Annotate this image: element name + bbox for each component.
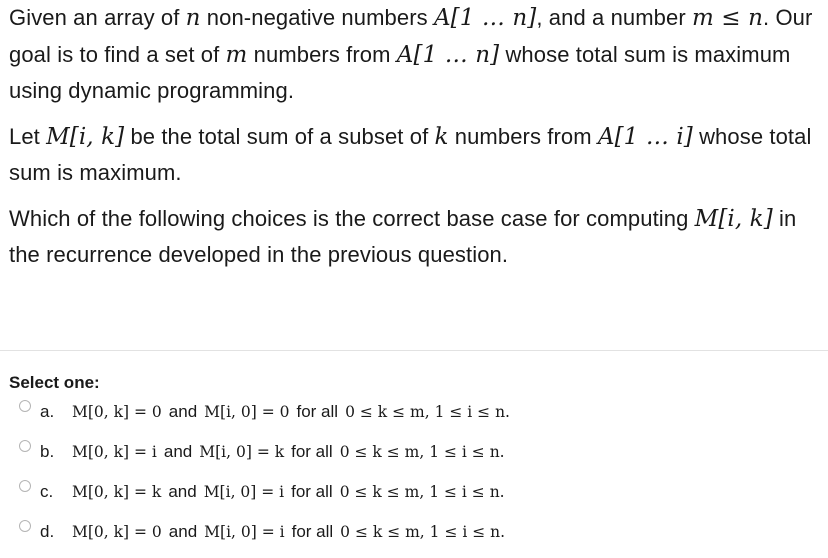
option-range: 0 ≤ k ≤ m, 1 ≤ i ≤ n. xyxy=(345,403,510,421)
math-expression: M[i, k] xyxy=(46,123,125,150)
select-one-label: Select one: xyxy=(9,373,100,392)
question-text-run: . Our goal is to find a set of xyxy=(9,5,813,67)
option-formula-1: M[0, k] = 0 xyxy=(72,403,162,421)
answer-option-a[interactable] xyxy=(19,400,510,424)
math-expression: M[i, k] xyxy=(694,205,773,232)
question-text-run: non-negative numbers xyxy=(200,5,434,30)
option-connector: and xyxy=(168,522,198,541)
question-text-run: whose total sum is maximum. xyxy=(9,123,812,185)
option-connector: and xyxy=(163,442,193,461)
question-paragraph xyxy=(9,201,821,273)
radio-button-b[interactable] xyxy=(19,440,31,452)
question-text-run: , and a number xyxy=(536,5,692,30)
option-range: 0 ≤ k ≤ m, 1 ≤ i ≤ n. xyxy=(339,443,505,461)
math-expression: A[1 … n] xyxy=(396,41,500,68)
option-letter: d. xyxy=(40,522,55,541)
question-paragraph xyxy=(9,119,821,191)
question-text-run: numbers from xyxy=(448,123,598,149)
option-letter: b. xyxy=(40,442,55,461)
option-formula-2: M[i, 0] = i xyxy=(203,483,285,501)
question-text-run: Let xyxy=(9,123,47,149)
option-formula-2: M[i, 0] = i xyxy=(204,523,285,541)
math-expression: k xyxy=(434,123,449,150)
answer-option-c[interactable] xyxy=(19,480,505,504)
option-letter: c. xyxy=(40,482,54,501)
question-text-run: in the recurrence developed in the previous question. xyxy=(9,205,797,267)
math-expression: A[1 … i] xyxy=(597,123,693,150)
question-text xyxy=(9,0,821,273)
option-quantifier: for all xyxy=(291,522,334,541)
option-quantifier: for all xyxy=(296,402,339,421)
answer-option-b[interactable] xyxy=(19,440,505,464)
answer-option-d[interactable] xyxy=(19,520,505,544)
option-connector: and xyxy=(168,402,198,421)
option-formula-1: M[0, k] = i xyxy=(72,443,157,461)
option-formula-2: M[i, 0] = k xyxy=(199,443,285,461)
option-quantifier: for all xyxy=(291,482,333,501)
radio-button-c[interactable] xyxy=(19,480,31,492)
option-formula-2: M[i, 0] = 0 xyxy=(204,403,290,421)
math-expression: A[1 … n] xyxy=(433,5,537,31)
question-paragraph xyxy=(9,0,821,109)
question-text-run: numbers from xyxy=(247,41,397,67)
math-expression: m xyxy=(225,41,248,68)
option-quantifier: for all xyxy=(291,442,333,461)
question-text-run: be the total sum of a subset of xyxy=(124,123,435,149)
option-letter: a. xyxy=(40,402,55,421)
option-formula-1: M[0, k] = 0 xyxy=(72,523,162,541)
radio-button-a[interactable] xyxy=(19,400,31,412)
option-formula-1: M[0, k] = k xyxy=(72,483,162,501)
option-range: 0 ≤ k ≤ m, 1 ≤ i ≤ n. xyxy=(339,483,505,501)
question-text-run: Which of the following choices is the correct base case for computing xyxy=(9,205,695,231)
question-text-run: Given an array of xyxy=(9,5,186,30)
math-expression: n xyxy=(185,5,201,31)
question-text-run: whose total sum is maximum using dynamic programming. xyxy=(9,41,791,103)
option-connector: and xyxy=(168,482,197,501)
math-expression: m ≤ n xyxy=(691,5,764,31)
radio-button-d[interactable] xyxy=(19,520,31,532)
option-range: 0 ≤ k ≤ m, 1 ≤ i ≤ n. xyxy=(340,523,506,541)
section-divider xyxy=(0,350,828,351)
